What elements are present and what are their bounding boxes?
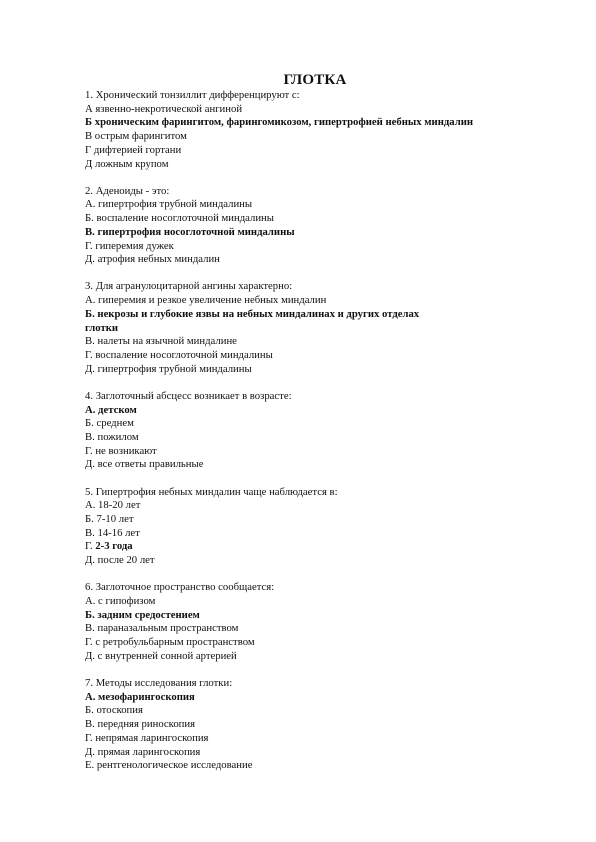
answer-option-correct: Б. задним средостением <box>85 608 200 621</box>
answer-option: А язвенно-некротической ангиной <box>85 102 243 115</box>
question-block <box>85 390 545 472</box>
answer-option: Д. атрофия небных миндалин <box>85 253 220 266</box>
answer-option: В. параназальным пространством <box>85 622 239 635</box>
answer-option: Г. гиперемия дужек <box>85 239 174 252</box>
question-text: 1. Хронический тонзиллит дифференцируют с: <box>85 89 300 101</box>
answer-option-correct: А. детском <box>85 403 137 416</box>
answer-option: А. гипертрофия трубной миндалины <box>85 198 253 211</box>
question-block <box>85 89 545 171</box>
answer-option: Б. среднем <box>85 417 134 430</box>
question-text: 5. Гипертрофия небных миндалин чаще наблюдается в: <box>85 485 338 498</box>
answer-option: Д. все ответы правильные <box>85 458 204 471</box>
answer-option: Г. непрямая ларингоскопия <box>85 731 209 744</box>
answer-option: Д. гипертрофия трубной миндалины <box>85 362 252 375</box>
answer-option-correct: Б хроническим фарингитом, фарингомикозом, гипертрофией небных миндалин <box>85 116 474 129</box>
question-text: 4. Заглоточный абсцесс возникает в возрасте: <box>85 389 292 402</box>
answer-option: Г дифтерией гортани <box>85 143 182 156</box>
question-block <box>85 185 545 267</box>
question-text: 6. Заглоточное пространство сообщается: <box>85 581 275 594</box>
question-text: 2. Аденоиды - это: <box>85 184 170 197</box>
answer-option: Г. с ретробульбарным пространством <box>85 636 255 649</box>
answer-option: Е. рентгенологическое исследование <box>85 759 253 772</box>
answer-option: Д. с внутренней сонной артерией <box>85 649 237 662</box>
answer-option: Б. отоскопия <box>85 704 143 717</box>
answer-option: А. гиперемия и резкое увеличение небных миндалин <box>85 294 327 307</box>
question-block <box>85 677 545 773</box>
question-list <box>85 89 545 773</box>
answer-option: Б. воспаление носоглоточной миндалины <box>85 212 274 225</box>
answer-option: В. налеты на язычной миндалине <box>85 335 237 348</box>
answer-option: В. передняя риноскопия <box>85 718 196 731</box>
answer-option: Д. прямая ларингоскопия <box>85 745 201 758</box>
answer-option: А. с гипофизом <box>85 595 156 607</box>
answer-option: В. 14-16 лет <box>85 526 140 539</box>
answer-option-correct <box>85 540 545 554</box>
answer-option: В острым фарингитом <box>85 130 187 143</box>
answer-option: Г. не возникают <box>85 444 157 457</box>
page-title: ГЛОТКА <box>283 72 347 88</box>
question-block <box>85 581 545 663</box>
answer-option-correct: глотки <box>85 321 119 334</box>
answer-option: Г. воспаление носоглоточной миндалины <box>85 348 273 361</box>
answer-option-correct: В. гипертрофия носоглоточной миндалины <box>85 225 295 238</box>
question-text: 7. Методы исследования глотки: <box>85 677 233 690</box>
answer-option: А. 18-20 лет <box>85 499 141 512</box>
question-block <box>85 280 545 376</box>
answer-option: В. пожилом <box>85 430 139 443</box>
question-block <box>85 486 545 568</box>
question-text: 3. Для агранулоцитарной ангины характерно: <box>85 280 293 293</box>
answer-prefix: Г. <box>85 540 96 553</box>
answer-option-correct: Б. некрозы и глубокие язвы на небных миндалинах и других отделах <box>85 307 420 320</box>
answer-text: 2-3 года <box>95 540 133 553</box>
document-page <box>85 72 545 786</box>
answer-option-correct: А. мезофарингоскопия <box>85 690 195 703</box>
answer-option: Д ложным крупом <box>85 157 169 170</box>
answer-option: Д. после 20 лет <box>85 554 155 567</box>
answer-option: Б. 7-10 лет <box>85 512 134 525</box>
